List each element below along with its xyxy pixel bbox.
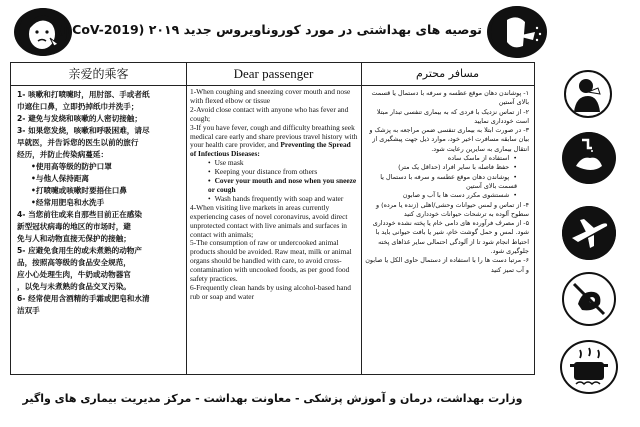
persian-sub-item: • استفاده از ماسک ساده xyxy=(365,154,517,163)
advice-table xyxy=(10,62,535,375)
english-item-4: 4-When visiting live markets in areas currently experiencing cases of novel coronavirus, avoid direct unprotected contact with live animals and surfaces in contact with animals; xyxy=(190,202,348,239)
chinese-line: 1- 咳嗽和打喷嚏时，用肘部、手或者纸 xyxy=(17,90,150,99)
english-item-3-text: 3-If you have fever, cough and difficulty breathing seek medical care early and share previous travel history with your health care provider, and xyxy=(190,122,358,150)
chinese-line: 应小心处理生肉，牛奶或动物器官 xyxy=(17,270,131,279)
chinese-line: ，以免与未煮熟的食品交叉污染。 xyxy=(17,282,131,291)
persian-sub-item: • پوشاندن دهان موقع عطسه و سرفه با دستمال یا قسمت بالای آستین xyxy=(365,173,517,192)
persian-body xyxy=(361,86,534,275)
english-item-3-bold: Preventing the Spread of Infectious Diseases: xyxy=(190,140,351,159)
chinese-line: 品，按照高等级的食品安全规范， xyxy=(17,258,131,267)
persian-item-2: ۲- از تماس نزدیک با فردی که به بیماری تنفسی تبدار مبتلا است خودداری نمایید xyxy=(376,107,529,125)
english-sub-item: • Cover your mouth and nose when you sneeze or cough xyxy=(208,177,358,195)
english-sub-item: • Wash hands frequently with soap and water xyxy=(208,195,358,204)
no-raw-meat-icon xyxy=(562,272,616,326)
persian-item-6: ۶- مرتبا دست ها را با استفاده از دستمال حاوی الکل یا صابون و آب تمیز کنید xyxy=(365,256,529,274)
english-heading: Dear passenger xyxy=(186,63,361,86)
persian-column xyxy=(361,63,534,374)
english-column xyxy=(186,63,362,374)
chinese-line: 6- 经常使用含酒精的手霜或肥皂和水清 xyxy=(17,294,150,303)
english-sub-item: • Keeping your distance from others xyxy=(208,168,358,177)
chinese-line: 2- 避免与发烧和咳嗽的人密切接触； xyxy=(17,114,142,123)
english-body xyxy=(186,86,361,302)
sneezing-person-icon xyxy=(487,6,547,58)
persian-item-4: ۴- از تماس و لمس حیوانات وحشی/اهلی (زنده یا مرده) و سطوح آلوده به ترشحات حیوانات خودداری کنید xyxy=(375,200,529,218)
persian-item-1: ۱- پوشاندن دهان موقع عطسه و سرفه با دستمال یا قسمت بالای آستین xyxy=(371,89,529,107)
persian-sub-item: • حفظ فاصله با سایر افراد (حداقل یک متر) xyxy=(365,163,517,172)
chinese-line: 新型冠状病毒的地区的市场时，避 xyxy=(17,222,131,231)
english-item-1: 1-When coughing and sneezing cover mouth and nose with flexed elbow or tissue xyxy=(190,87,351,105)
english-item-2: 2-Avoid close contact with anyone who has fever and cough; xyxy=(190,104,349,123)
persian-item-5: ۵- از مصرف فرآورده های دامی خام یا پخته نشده خودداری شود. لمس و حمل گوشت خام، شیر یا بافت حیوانی باید با احتیاط انجام شود تا از آلودگی احتمالی سایر غذاهای پخته جلوگیری شود. xyxy=(372,219,529,256)
chinese-line: 5- 应避免食用生的或未煮熟的动物产 xyxy=(17,246,142,255)
english-sub-item: • Use mask xyxy=(208,159,358,168)
covered-cough-icon xyxy=(564,70,612,118)
chinese-line: 巾遮住口鼻，立即扔掉纸巾并洗手； xyxy=(17,102,139,111)
persian-sub-item: • شستشوی مکرر دست ها با آب و صابون xyxy=(365,191,517,200)
chinese-sub-item: •使用高等级的防护口罩 xyxy=(31,162,112,171)
english-item-5: 5-The consumption of raw or undercooked animal products should be avoided. Raw meat, milk or animal organs should be handled with care, to avoid cross-contamination with uncooked foods, as per good food safety practices. xyxy=(190,238,352,284)
chinese-line: 4- 当您前往或来自那些目前正在感染 xyxy=(17,210,142,219)
english-item-3 xyxy=(190,124,358,160)
chinese-body xyxy=(11,86,186,317)
chinese-line: 3- 如果您发烧，咳嗽和呼吸困难，请尽 xyxy=(17,126,150,135)
chinese-sub-item: •打喷嚏或咳嗽时要捂住口鼻 xyxy=(31,186,127,195)
hand-washing-icon xyxy=(562,132,616,184)
airplane-icon xyxy=(562,206,616,260)
chinese-line: 经历，并防止传染病蔓延： xyxy=(17,150,109,159)
chinese-sub-item: •与他人保持距离 xyxy=(31,174,90,183)
footer-attribution: وزارت بهداشت، درمان و آموزش پزشکی - معاونت بهداشت - مرکز مدیریت بیماری های واگیر xyxy=(22,392,523,405)
persian-heading: مسافر محترم xyxy=(361,63,534,86)
page-title: توصیه های بهداشتی در مورد کوروناویروس جدید ۲۰۱۹ (nCoV-2019) xyxy=(57,22,482,37)
english-item-6: 6-Frequently clean hands by using alcohol-based hand rub or soap and water xyxy=(190,282,351,301)
persian-item-3: ۳- در صورت ابتلا به بیماری تنفسی ضمن مراجعه به پزشک و بیان سابقه مسافرت اخیر خود، موارد ذیل جهت پیشگیری از انتقال بیماری به سایرین رعایت شود. xyxy=(369,126,529,153)
chinese-column xyxy=(11,63,187,374)
chinese-line: 洁双手 xyxy=(17,306,40,315)
chinese-sub-item: •经常用肥皂和水洗手 xyxy=(31,198,105,207)
chinese-line: 免与人和动物直接无保护的接触； xyxy=(17,234,131,243)
chinese-line: 早就医，并告诉您的医生以前的旅行 xyxy=(17,138,139,147)
cooking-pot-icon xyxy=(560,340,618,394)
chinese-heading: 亲爱的乘客 xyxy=(11,63,186,86)
